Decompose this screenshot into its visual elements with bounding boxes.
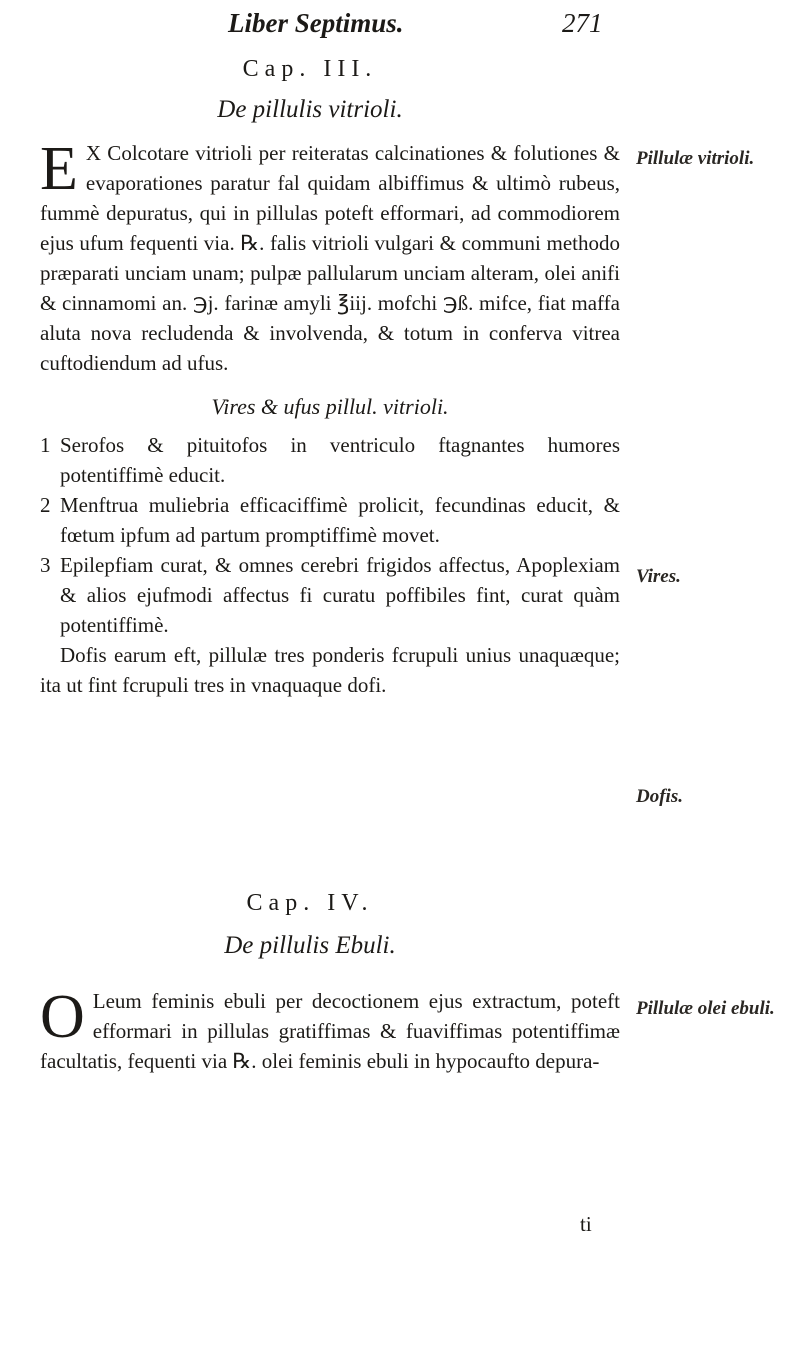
vires-subheading: Vires & ufus pillul. vitrioli. [211, 394, 449, 419]
margin-note-dosis: Dofis. [636, 786, 683, 807]
chapter-3-heading: Cap. III. [242, 56, 378, 82]
chapter-3-title: De pillulis vitrioli. [217, 96, 403, 123]
list-number: 2 [40, 493, 51, 517]
margin-note-pillulae-vitrioli: Pillulæ vitrioli. [636, 148, 755, 169]
margin-note-pillulae-ebuli: Pillulæ olei ebuli. [636, 998, 775, 1019]
margin-note-vires: Vires. [636, 566, 681, 587]
running-head [0, 8, 800, 48]
chapter-3-text: X Colcotare vitrioli per reiteratas calcinationes & folutiones & evaporationes paratur fal quidam albiffimus & ultimò rubeus, fummè depuratus, qui in pillulas poteft efformari, ad commodiorem ejus ufum fequenti via. ℞. falis vitrioli vulgari & communi methodo præparati unciam unam; pulpæ pallularum unciam alteram, olei anifi & cinnamomi an. ℈j. farinæ amyli ℥iij. mofchi ℈ß. mifce, fiat maffa aluta nova recludenda & involvenda, & totum in conferva vitrea cuftodiendum ad ufus. [40, 141, 620, 375]
chapter-3-paragraph [40, 135, 620, 378]
list-item [40, 430, 620, 490]
list-number: 1 [40, 433, 51, 457]
list-item [40, 490, 620, 550]
list-text: Epilepfiam curat, & omnes cerebri frigidos affectus, Apoplexiam & alios ejufmodi affectus fi curatu poffibiles fint, curat quàm potentiffimè. [60, 553, 620, 637]
chapter-3-body [40, 135, 620, 700]
dropcap-o: O [40, 983, 85, 1051]
running-head-title: Liber Septimus. [228, 8, 404, 38]
chapter-4-body [40, 983, 620, 1076]
chapter-4-paragraph [40, 983, 620, 1076]
dropcap-e: E [40, 135, 78, 203]
chapter-4-title: De pillulis Ebuli. [224, 932, 396, 959]
list-item [40, 550, 620, 640]
list-text: Serofos & pituitofos in ventriculo ftagnantes humores potentiffimè educit. [60, 433, 620, 487]
dose-paragraph: Dofis earum eft, pillulæ tres ponderis fcrupuli unius unaquæque; ita ut fint fcrupuli tres in vnaquaque dofi. [40, 643, 620, 697]
catchword: ti [580, 1212, 592, 1236]
list-text: Menftrua muliebria efficaciffimè prolicit, fecundinas educit, & fœtum ipfum ad partum promptiffimè movet. [60, 493, 620, 547]
chapter-4-text: Leum feminis ebuli per decoctionem ejus extractum, poteft efformari in pillulas gratiffimas & fuaviffimas potentiffimæ facultatis, fequenti via ℞. olei feminis ebuli in hypocaufto depura- [40, 989, 620, 1073]
page-number: 271 [562, 8, 603, 38]
list-number: 3 [40, 553, 51, 577]
chapter-4-heading: Cap. IV. [246, 890, 374, 916]
